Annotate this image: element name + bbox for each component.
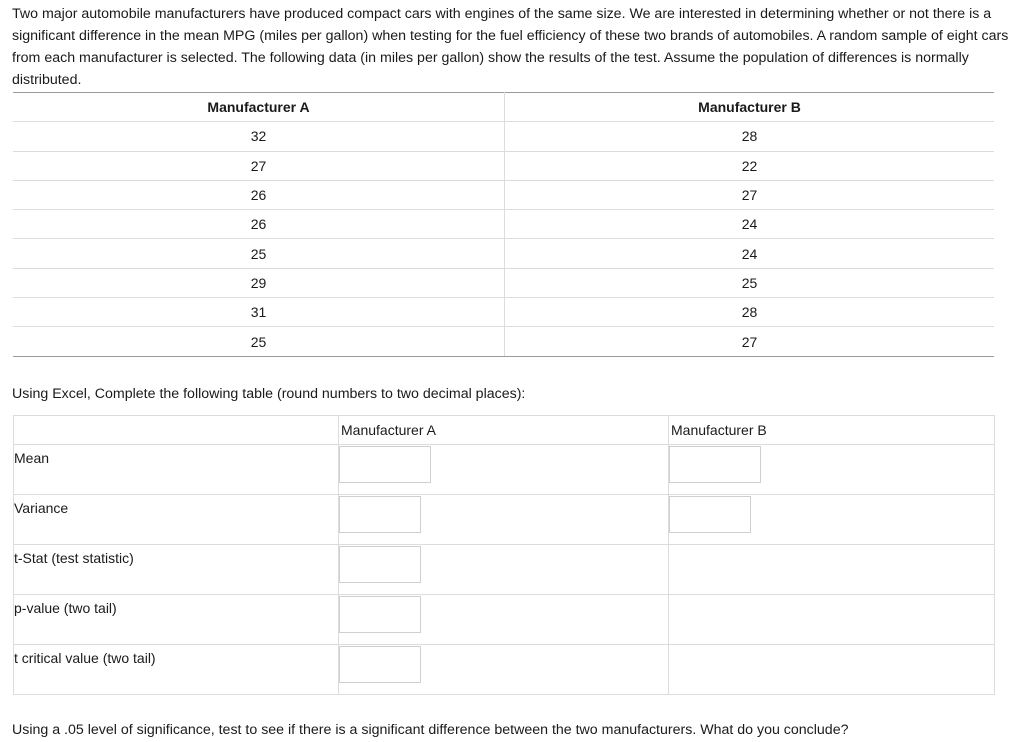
p-value-a-cell	[339, 595, 669, 645]
t-stat-row	[14, 545, 995, 595]
t-critical-label: t critical value (two tail)	[14, 650, 156, 666]
cell-a: 26	[13, 180, 505, 209]
p-value-label: p-value (two tail)	[14, 600, 117, 616]
t-stat-b-cell	[669, 545, 995, 595]
t-stat-label-cell	[14, 545, 339, 595]
data-table-header-row	[13, 93, 994, 122]
mean-row	[14, 445, 995, 495]
mpg-data-table	[13, 92, 994, 357]
t-critical-row	[14, 645, 995, 695]
table-row	[13, 210, 994, 239]
answer-header-manufacturer-b: Manufacturer B	[669, 416, 995, 445]
header-manufacturer-b: Manufacturer B	[505, 93, 995, 122]
mean-b-input[interactable]	[669, 446, 761, 483]
variance-label: Variance	[14, 500, 69, 516]
cell-b: 27	[505, 327, 995, 356]
cell-a: 29	[13, 268, 505, 297]
cell-b: 24	[505, 239, 995, 268]
variance-label-cell	[14, 495, 339, 545]
cell-b: 22	[505, 151, 995, 180]
p-value-input[interactable]	[339, 596, 421, 633]
variance-a-cell	[339, 495, 669, 545]
conclusion-question: Using a .05 level of significance, test to see if there is a significant difference between the two manufacturers. What do you conclude?	[12, 722, 849, 738]
variance-a-input[interactable]	[339, 496, 421, 533]
header-manufacturer-a: Manufacturer A	[13, 93, 505, 122]
table-row	[13, 151, 994, 180]
answer-header-manufacturer-a: Manufacturer A	[339, 416, 669, 445]
problem-statement: Two major automobile manufacturers have produced compact cars with engines of the same size. We are interested in determining whether or not there is a significant difference in the mean MPG (miles per gallon) when testing for the fuel efficiency of these two brands of automobiles. A random sample of eight cars from each manufacturer is selected. The following data (in miles per gallon) show the results of the test. Assume the population of differences is normally distributed.	[12, 6, 1009, 88]
answer-table-header-row	[14, 416, 995, 445]
cell-b: 28	[505, 298, 995, 327]
excel-instruction: Using Excel, Complete the following table (round numbers to two decimal places):	[12, 386, 526, 402]
mean-b-cell	[669, 445, 995, 495]
cell-b: 25	[505, 268, 995, 297]
t-critical-input[interactable]	[339, 646, 421, 683]
table-row	[13, 327, 994, 356]
t-stat-a-cell	[339, 545, 669, 595]
cell-a: 25	[13, 327, 505, 356]
p-value-label-cell	[14, 595, 339, 645]
variance-b-input[interactable]	[669, 496, 751, 533]
t-stat-input[interactable]	[339, 546, 421, 583]
table-row	[13, 122, 994, 151]
t-critical-b-cell	[669, 645, 995, 695]
p-value-row	[14, 595, 995, 645]
table-row	[13, 180, 994, 209]
cell-a: 31	[13, 298, 505, 327]
t-critical-a-cell	[339, 645, 669, 695]
mean-a-cell	[339, 445, 669, 495]
cell-a: 32	[13, 122, 505, 151]
table-row	[13, 239, 994, 268]
mean-label-cell	[14, 445, 339, 495]
cell-a: 25	[13, 239, 505, 268]
answer-table	[13, 415, 995, 695]
cell-a: 27	[13, 151, 505, 180]
cell-b: 27	[505, 180, 995, 209]
cell-b: 28	[505, 122, 995, 151]
mean-label: Mean	[14, 450, 50, 466]
variance-b-cell	[669, 495, 995, 545]
variance-row	[14, 495, 995, 545]
cell-a: 26	[13, 210, 505, 239]
t-critical-label-cell	[14, 645, 339, 695]
mean-a-input[interactable]	[339, 446, 431, 483]
empty-header-cell	[14, 416, 339, 445]
table-row	[13, 268, 994, 297]
p-value-b-cell	[669, 595, 995, 645]
table-row	[13, 298, 994, 327]
cell-b: 24	[505, 210, 995, 239]
t-stat-label: t-Stat (test statistic)	[14, 550, 134, 566]
